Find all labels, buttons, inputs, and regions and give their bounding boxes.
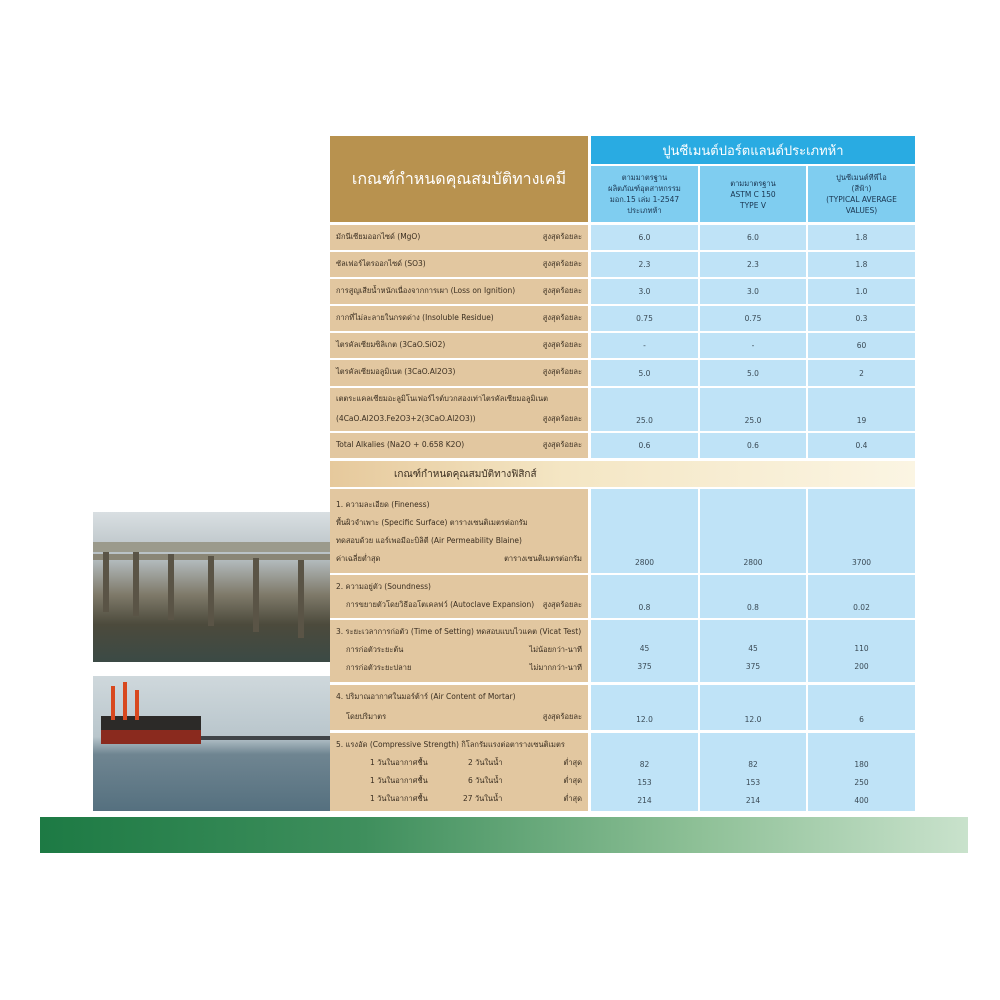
chemical-header-text: เกณฑ์กำหนดคุณสมบัติทางเคมี xyxy=(351,168,567,188)
air-content-label-cell: 4. ปริมาณอากาศในมอร์ต้าร์ (Air Content of Mortar) โดยปริมาตร สูงสุดร้อยละ xyxy=(330,685,588,730)
col-tpi-typical: ปูนซีเมนต์ทีพีไอ (สีฟ้า) (TYPICAL AVERAGE VALUES) xyxy=(808,166,915,222)
chem-row-text: กากที่ไม่ละลายในกรดด่าง (Insoluble Residue) xyxy=(336,313,494,322)
chem-value: 6.0 xyxy=(638,233,651,242)
chem-row-unit: สูงสุดร้อยละ xyxy=(542,313,582,322)
chem-row-4-v3 xyxy=(808,333,915,358)
chem-row-label-7 xyxy=(330,433,588,458)
strength-label-cell: 5. แรงอัด (Compressive Strength) กิโลกรัมแรงต่อตารางเซนติเมตร 1 วันในอากาศชื้น 2 วันในน้ำ ต่ำสุด 1 วันในอากาศชื้น 6 วันในน้ำ ต่ำสุด 1 วันในอากาศชื้น 27 วันในน้ำ ต่ำสุด xyxy=(330,733,588,811)
chem-row-4-v1 xyxy=(591,333,698,358)
chem-row-text: ไตรคัลเซียมซิลิเกต (3CaO.SiO2) xyxy=(336,340,446,349)
footer-gradient-bar xyxy=(40,817,968,853)
chem-row-label-4 xyxy=(330,333,588,358)
chem-value: 3.0 xyxy=(747,287,759,296)
chem-value: 0.3 xyxy=(855,314,868,323)
setting-astm: 45 375 xyxy=(700,620,806,682)
air-tpi: 6 xyxy=(808,685,915,730)
chem-value: 5.0 xyxy=(747,368,759,378)
chem-value: 5.0 xyxy=(638,368,651,378)
chem-value: 2.3 xyxy=(638,260,651,269)
chem-row-3-v2 xyxy=(700,306,806,331)
chem-row-unit: สูงสุดร้อยละ xyxy=(542,259,582,268)
chem-row-5-v1 xyxy=(591,360,698,386)
chem-value: 19 xyxy=(856,416,867,425)
chem-row-label-3 xyxy=(330,306,588,331)
chem-row-6-v2 xyxy=(700,388,806,431)
fineness-astm: 2800 xyxy=(700,489,806,573)
chem-row-unit: สูงสุดร้อยละ xyxy=(542,286,582,295)
chem-row-unit: สูงสุดร้อยละ xyxy=(542,232,582,241)
chem-row-text: มักนีเซียมออกไซด์ (MgO) xyxy=(336,232,421,241)
soundness-tis: 0.8 xyxy=(591,575,698,618)
chem-value: 60 xyxy=(856,341,867,350)
chem-row-3-v1 xyxy=(591,306,698,331)
chem-value: 25.0 xyxy=(636,416,653,425)
air-tis: 12.0 xyxy=(591,685,698,730)
chem-row-1-v1 xyxy=(591,252,698,277)
air-astm: 12.0 xyxy=(700,685,806,730)
pier-photo xyxy=(93,512,330,662)
chem-row-7-v2 xyxy=(700,433,806,458)
chem-row-text: การสูญเสียน้ำหนักเนื่องจากการเผา (Loss on Ignition) xyxy=(336,286,516,295)
chem-value: 2.3 xyxy=(747,260,759,269)
soundness-tpi: 0.02 xyxy=(808,575,915,618)
chem-row-5-v2 xyxy=(700,360,806,386)
chem-row-6-v1 xyxy=(591,388,698,431)
physical-properties-header xyxy=(330,461,915,487)
chem-row-text: ซัลเฟอร์ไตรออกไซด์ (SO3) xyxy=(336,259,426,268)
chem-row-unit: สูงสุดร้อยละ xyxy=(542,414,582,423)
chem-value: 0.75 xyxy=(744,314,762,323)
chem-value: - xyxy=(751,341,755,350)
chem-row-label-5 xyxy=(330,360,588,386)
chem-row-label-0 xyxy=(330,225,588,250)
chem-value: 6.0 xyxy=(747,233,759,242)
chem-row-7-v3 xyxy=(808,433,915,458)
chem-row-unit: สูงสุดร้อยละ xyxy=(542,440,582,449)
chem-value: 0.75 xyxy=(636,314,653,323)
col-astm-standard: ตามมาตรฐาน ASTM C 150 TYPE V xyxy=(700,166,806,222)
chem-row-0-v2 xyxy=(700,225,806,250)
cement-type-header-text: ปูนซีเมนต์ปอร์ตแลนด์ประเภทห้า xyxy=(662,143,844,159)
soundness-label-cell: 2. ความอยู่ตัว (Soundness) การขยายตัวโดยวิธีออโตเคลฟว์ (Autoclave Expansion) สูงสุดร้อยละ xyxy=(330,575,588,618)
chem-value: 1.8 xyxy=(855,233,868,242)
soundness-astm: 0.8 xyxy=(700,575,806,618)
chem-value: 25.0 xyxy=(744,416,762,425)
physical-header-text: เกณฑ์กำหนดคุณสมบัติทางฟิสิกส์ xyxy=(394,468,537,480)
fineness-tis: 2800 xyxy=(591,489,698,573)
setting-time-label-cell: 3. ระยะเวลาการก่อตัว (Time of Setting) ทดสอบแบบไวแคต (Vicat Test) การก่อตัวระยะต้น ไม่น้อยกว่า-นาที การก่อตัวระยะปลาย ไม่มากกว่า-นาที xyxy=(330,620,588,682)
chem-row-text: (4CaO.Al2O3.Fe2O3+2(3CaO.Al2O3)) xyxy=(336,414,476,423)
chem-row-unit: สูงสุดร้อยละ xyxy=(542,367,582,376)
strength-tis: 82 153 214 xyxy=(591,733,698,811)
chem-value: 1.0 xyxy=(855,287,868,296)
chem-row-label-1 xyxy=(330,252,588,277)
chem-value: 0.6 xyxy=(747,441,759,450)
chem-row-1-v3 xyxy=(808,252,915,277)
chem-row-0-v3 xyxy=(808,225,915,250)
chem-row-3-v3 xyxy=(808,306,915,331)
chem-value: 1.8 xyxy=(855,260,868,269)
chem-row-4-v2 xyxy=(700,333,806,358)
chem-row-0-v1 xyxy=(591,225,698,250)
chem-value: 0.6 xyxy=(638,441,651,450)
chem-value: 2 xyxy=(859,368,864,378)
chem-row-1-v2 xyxy=(700,252,806,277)
chemical-properties-header xyxy=(330,136,588,222)
chem-row-7-v1 xyxy=(591,433,698,458)
chem-row-unit: สูงสุดร้อยละ xyxy=(542,340,582,349)
chem-value: - xyxy=(643,341,646,350)
chem-row-label-6 xyxy=(330,388,588,431)
fineness-label-cell: 1. ความละเอียด (Fineness) พื้นผิวจำเพาะ (Specific Surface) ตารางเซนติเมตรต่อกรัม ทดสอบด้วย แอร์เพอมีอะบิลิตี (Air Permeability Blaine) ค่าเฉลี่ยต่ำสุด ตารางเซนติเมตรต่อกรัม xyxy=(330,489,588,573)
cement-type-header xyxy=(591,136,915,164)
chem-value: 3.0 xyxy=(638,287,651,296)
chem-value: 0.4 xyxy=(855,441,868,450)
setting-tis: 45 375 xyxy=(591,620,698,682)
strength-tpi: 180 250 400 xyxy=(808,733,915,811)
chem-row-2-v2 xyxy=(700,279,806,304)
chem-row-text: เตตระแคลเซียมอะลูมิโนเฟอร์ไรต์บวกสองเท่าไตรคัลเซียมอลูมิเนต xyxy=(336,394,548,403)
strength-astm: 82 153 214 xyxy=(700,733,806,811)
chem-row-text: ไตรคัลเซียมอลูมิเนต (3CaO.Al2O3) xyxy=(336,367,456,376)
chem-row-2-v1 xyxy=(591,279,698,304)
chem-row-5-v3 xyxy=(808,360,915,386)
setting-tpi: 110 200 xyxy=(808,620,915,682)
fineness-tpi: 3700 xyxy=(808,489,915,573)
col-tis-standard: ตามมาตรฐาน ผลิตภัณฑ์อุตสาหกรรม มอก.15 เล่ม 1-2547 ประเภทห้า xyxy=(591,166,698,222)
chem-row-text: Total Alkalies (Na2O + 0.658 K2O) xyxy=(336,440,465,449)
ship-photo xyxy=(93,676,330,811)
chem-row-6-v3 xyxy=(808,388,915,431)
chem-row-label-2 xyxy=(330,279,588,304)
chem-row-2-v3 xyxy=(808,279,915,304)
